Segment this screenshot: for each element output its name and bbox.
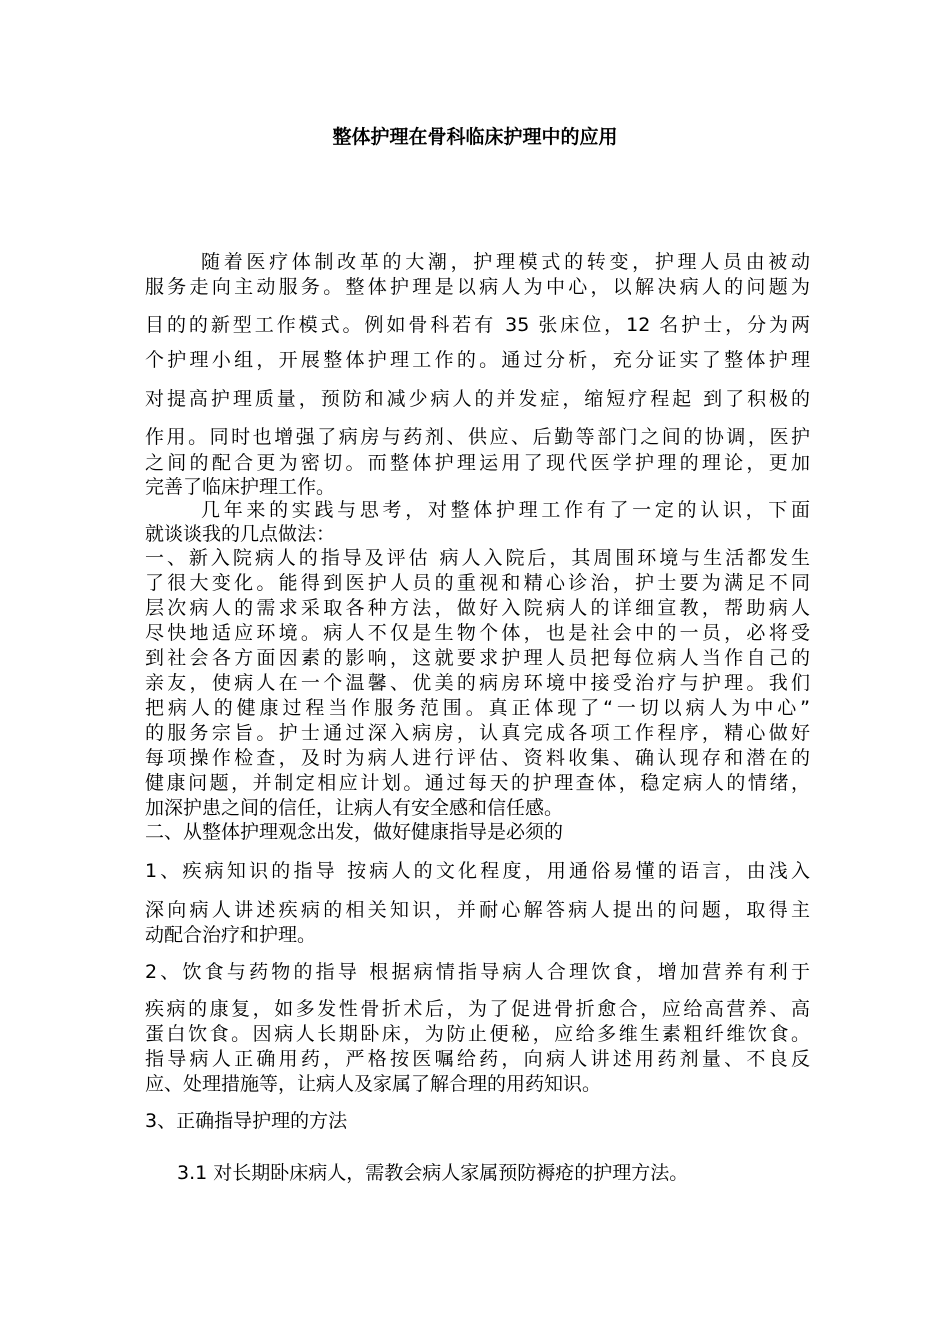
paragraph-line: 深向病人讲述疾病的相关知识，并耐心解答病人提出的问题，取得主 [145, 899, 810, 921]
paragraph-line: 亲友，使病人在一个温馨、优美的病房环境中接受治疗与护理。我们 [145, 672, 810, 694]
document-title: 整体护理在骨科临床护理中的应用 [332, 126, 618, 148]
paragraph-line: 健康问题，并制定相应计划。通过每天的护理查体，稳定病人的情绪， [145, 772, 810, 794]
paragraph-line: 一、新入院病人的指导及评估 病人入院后，其周围环境与生活都发生 [145, 547, 810, 569]
paragraph-line: 对提高护理质量，预防和减少病人的并发症，缩短疗程起 到了积极的 [145, 388, 810, 410]
paragraph-line: 随着医疗体制改革的大潮，护理模式的转变，护理人员由被动 [201, 251, 810, 273]
paragraph-line: 二、从整体护理观念出发，做好健康指导是必须的 [145, 821, 564, 843]
paragraph-line: 完善了临床护理工作。 [145, 476, 336, 498]
paragraph-line: 作用。同时也增强了病房与药剂、供应、后勤等部门之间的协调，医护 [145, 426, 810, 448]
paragraph-line: 目的的新型工作模式。例如骨科若有 35 张床位，12 名护士，分为两 [145, 314, 810, 336]
paragraph-line: 应、处理措施等，让病人及家属了解合理的用药知识。 [145, 1073, 602, 1095]
paragraph-line: 2、饮食与药物的指导 根据病情指导病人合理饮食，增加营养有利于 [145, 961, 810, 983]
paragraph-line: 疾病的康复，如多发性骨折术后，为了促进骨折愈合，应给高营养、高 [145, 998, 810, 1020]
paragraph-line: 加深护患之间的信任，让病人有安全感和信任感。 [145, 797, 564, 819]
paragraph-line: 层次病人的需求采取各种方法，做好入院病人的详细宣教，帮助病人 [145, 597, 810, 619]
paragraph-line: 把病人的健康过程当作服务范围。真正体现了“一切以病人为中心” [145, 697, 810, 719]
paragraph-line: 尽快地适应环境。病人不仅是生物个体，也是社会中的一员，必将受 [145, 622, 810, 644]
paragraph-line: 之间的配合更为密切。而整体护理运用了现代医学护理的理论，更加 [145, 452, 810, 474]
paragraph-line: 个护理小组，开展整体护理工作的。通过分析，充分证实了整体护理 [145, 349, 810, 371]
subsection-line: 3.1 对长期卧床病人，需教会病人家属预防褥疮的护理方法。 [177, 1162, 689, 1184]
paragraph-line: 每项操作检查，及时为病人进行评估、资料收集、确认现存和潜在的 [145, 747, 810, 769]
paragraph-line: 的服务宗旨。护士通过深入病房，认真完成各项工作程序，精心做好 [145, 722, 810, 744]
paragraph-line: 几年来的实践与思考，对整体护理工作有了一定的认识，下面 [201, 499, 810, 521]
paragraph-line: 动配合治疗和护理。 [145, 924, 317, 946]
paragraph-line: 就谈谈我的几点做法： [145, 523, 336, 545]
paragraph-line: 服务走向主动服务。整体护理是以病人为中心，以解决病人的问题为 [145, 276, 810, 298]
paragraph-line: 蛋白饮食。因病人长期卧床，为防止便秘，应给多维生素粗纤维饮食。 [145, 1023, 810, 1045]
paragraph-line: 指导病人正确用药，严格按医嘱给药，向病人讲述用药剂量、不良反 [145, 1048, 810, 1070]
paragraph-line: 1、疾病知识的指导 按病人的文化程度，用通俗易懂的语言，由浅入 [145, 860, 810, 882]
document-body [145, 0, 810, 1344]
paragraph-line: 了很大变化。能得到医护人员的重视和精心诊治，护士要为满足不同 [145, 572, 810, 594]
section-heading: 3、正确指导护理的方法 [145, 1110, 348, 1132]
paragraph-line: 到社会各方面因素的影响，这就要求护理人员把每位病人当作自己的 [145, 647, 810, 669]
